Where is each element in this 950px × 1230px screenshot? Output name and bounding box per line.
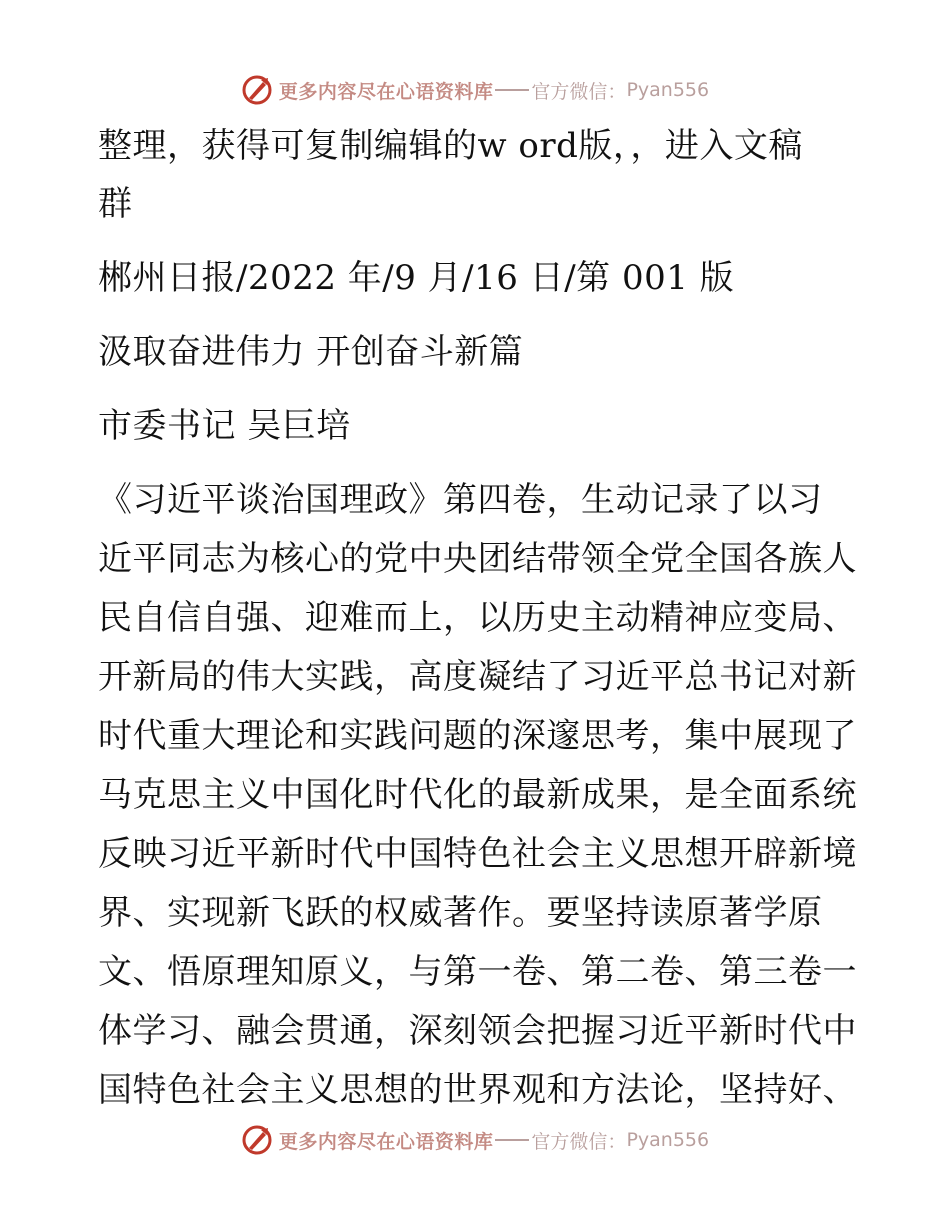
- body-line: 开新局的伟大实践，高度凝结了习近平总书记对新: [98, 657, 857, 697]
- quill-circle-icon: [241, 1124, 273, 1156]
- body-line: 近平同志为核心的党中央团结带领全党全国各族人: [98, 539, 857, 579]
- intro-line-2: 群: [98, 184, 133, 224]
- article-author: 市委书记 吴巨培: [98, 406, 351, 446]
- body-line: 民自信自强、迎难而上，以历史主动精神应变局、: [98, 598, 857, 638]
- watermark-footer: [0, 1120, 950, 1160]
- body-line: 马克思主义中国化时代化的最新成果，是全面系统: [98, 775, 857, 815]
- quill-circle-icon: [241, 74, 273, 106]
- watermark-site-text: 更多内容尽在心语资料库: [278, 80, 494, 103]
- body-line: 体学习、融会贯通，深刻领会把握习近平新时代中: [98, 1011, 857, 1051]
- watermark-wechat-id: Pyan556: [626, 1129, 710, 1151]
- watermark-wechat-label: 官方微信：: [531, 1130, 627, 1153]
- watermark-wechat-label: 官方微信：: [531, 80, 627, 103]
- article-title: 汲取奋进伟力 开创奋斗新篇: [98, 332, 524, 372]
- watermark-wechat-id: Pyan556: [626, 79, 710, 101]
- body-line: 《习近平谈治国理政》第四卷，生动记录了以习: [98, 480, 823, 520]
- watermark-site-text: 更多内容尽在心语资料库: [278, 1130, 494, 1153]
- body-line: 文、悟原理知原义，与第一卷、第二卷、第三卷一: [98, 952, 857, 992]
- intro-line-1: 整理，获得可复制编辑的w ord版，，进入文稿: [98, 126, 803, 166]
- body-line: 国特色社会主义思想的世界观和方法论，坚持好、: [98, 1070, 857, 1110]
- watermark-divider: [495, 1139, 529, 1141]
- body-line: 界、实现新飞跃的权威著作。要坚持读原著学原: [98, 893, 823, 933]
- watermark-header: [0, 70, 950, 110]
- source-line: 郴州日报/2022 年/9 月/16 日/第 001 版: [98, 258, 735, 298]
- watermark-divider: [495, 89, 529, 91]
- body-line: 时代重大理论和实践问题的深邃思考，集中展现了: [98, 716, 857, 756]
- body-line: 反映习近平新时代中国特色社会主义思想开辟新境: [98, 834, 857, 874]
